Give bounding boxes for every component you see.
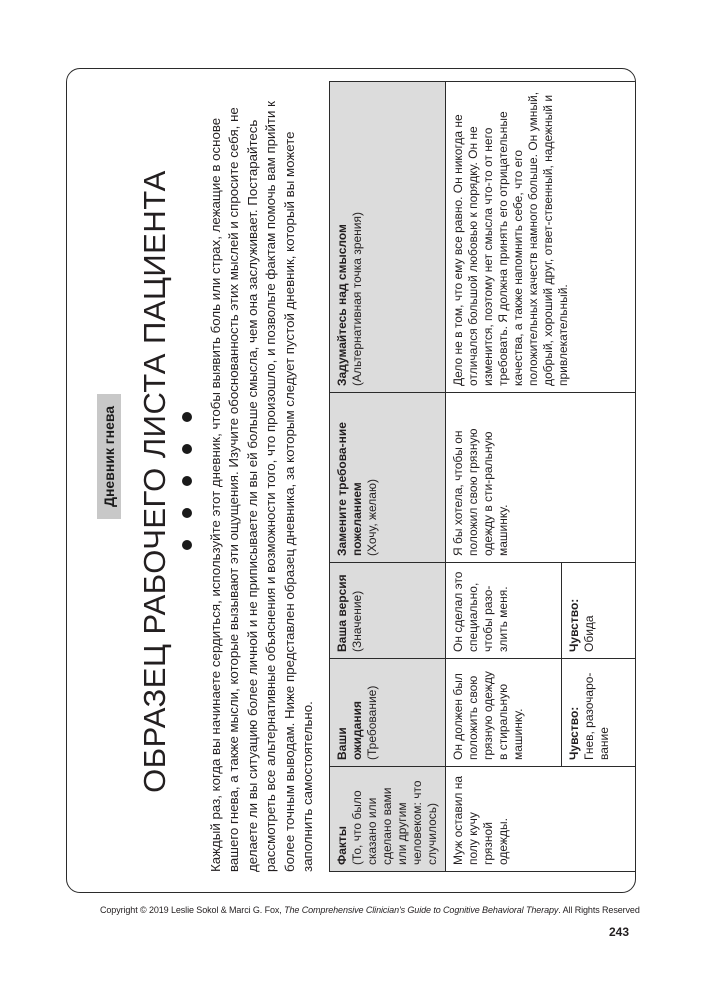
header-title: Ваша версия bbox=[335, 574, 349, 652]
header-subtitle: (Альтернативная точка зрения) bbox=[350, 212, 364, 386]
header-facts bbox=[330, 767, 446, 872]
page-number: 243 bbox=[609, 925, 630, 939]
footer-suffix: . All Rights Reserved bbox=[558, 905, 640, 915]
bullet-dot bbox=[182, 509, 192, 519]
bullet-divider bbox=[179, 69, 197, 893]
feeling-label: Чувство: bbox=[567, 598, 581, 652]
bullet-dot bbox=[182, 541, 192, 551]
cell-expectations: Он должен был положить свою грязную одежду в стиральную машинку. bbox=[446, 659, 562, 767]
header-replace-demand bbox=[330, 393, 446, 563]
feeling-value: Обида bbox=[582, 615, 596, 652]
header-title: Задумайтесь над смыслом bbox=[335, 224, 349, 386]
header-version bbox=[330, 563, 446, 659]
cell-feeling-1 bbox=[562, 659, 637, 767]
bullet-dot bbox=[182, 445, 192, 455]
bullet-dot bbox=[182, 477, 192, 487]
header-subtitle: (То, что было сказано или сделано вами или другим человеком: что случилось) bbox=[350, 780, 439, 865]
cell-facts: Муж оставил на полу кучу грязной одежды. bbox=[446, 767, 637, 872]
footer-book-title: The Comprehensive Clinician's Guide to Cognitive Behavioral Therapy bbox=[284, 905, 559, 915]
cell-replace-demand: Я бы хотела, чтобы он положил свою грязную одежду в сти-ральную машинку. bbox=[446, 393, 637, 563]
header-title: Ваши ожидания bbox=[335, 701, 364, 760]
feeling-value: Гнев, разочаро-вание bbox=[582, 672, 611, 760]
rotated-content bbox=[67, 69, 636, 893]
header-expectations bbox=[330, 659, 446, 767]
header-title: Факты bbox=[335, 825, 349, 865]
table-row bbox=[446, 82, 562, 872]
header-meaning bbox=[330, 82, 446, 393]
section-tag: Дневник гнева bbox=[97, 394, 121, 519]
worksheet-frame bbox=[66, 68, 636, 893]
cell-meaning: Дело не в том, что ему все равно. Он никогда не отличался большой любовью к порядку. Он не изменится, поэтому нет смысла что-то от него требовать. Я должна принять его отрицательные качества, а также напомнить себе, что его положительных качеств намного больше. Он умный, добрый, хороший друг, ответ-ственный, надежный и привлекательный. bbox=[446, 82, 637, 393]
cell-feeling-2 bbox=[562, 563, 637, 659]
copyright-footer bbox=[100, 905, 640, 915]
intro-paragraph: Каждый раз, когда вы начинаете сердиться, используйте этот дневник, чтобы выявить боль или страх, лежащие в основе вашего гнева, а также мысли, которые вызывают эти ощущения. Изучите обоснованность этих мыслей и спросите себя, не делаете ли вы ситуацию более личной и не приписываете ли вы ей больше смысла, чем она заслуживает. Постарайтесь рассмотреть все альтернативные объяснения и возможности того, что произошло, и позвольте фактам помочь вам прийти к более точным выводам. Ниже представлен образец дневника, за которым следует пустой дневник, который вы можете заполнить самостоятельно. bbox=[208, 101, 316, 872]
cell-version: Он сделал это специально, чтобы разо-злить меня. bbox=[446, 563, 562, 659]
header-subtitle: (Хочу, желаю) bbox=[365, 479, 379, 556]
header-title: Замените требова-ние пожеланием bbox=[335, 422, 364, 556]
page-title: ОБРАЗЕЦ РАБОЧЕГО ЛИСТА ПАЦИЕНТА bbox=[137, 170, 172, 793]
anger-diary-table bbox=[329, 81, 636, 872]
header-subtitle: (Требование) bbox=[365, 685, 379, 760]
table-header-row bbox=[330, 82, 446, 872]
footer-prefix: Copyright © 2019 Leslie Sokol & Marci G. Fox, bbox=[100, 905, 285, 915]
feeling-label: Чувство: bbox=[567, 706, 581, 760]
bullet-dot bbox=[182, 413, 192, 423]
header-subtitle: (Значение) bbox=[350, 590, 364, 652]
